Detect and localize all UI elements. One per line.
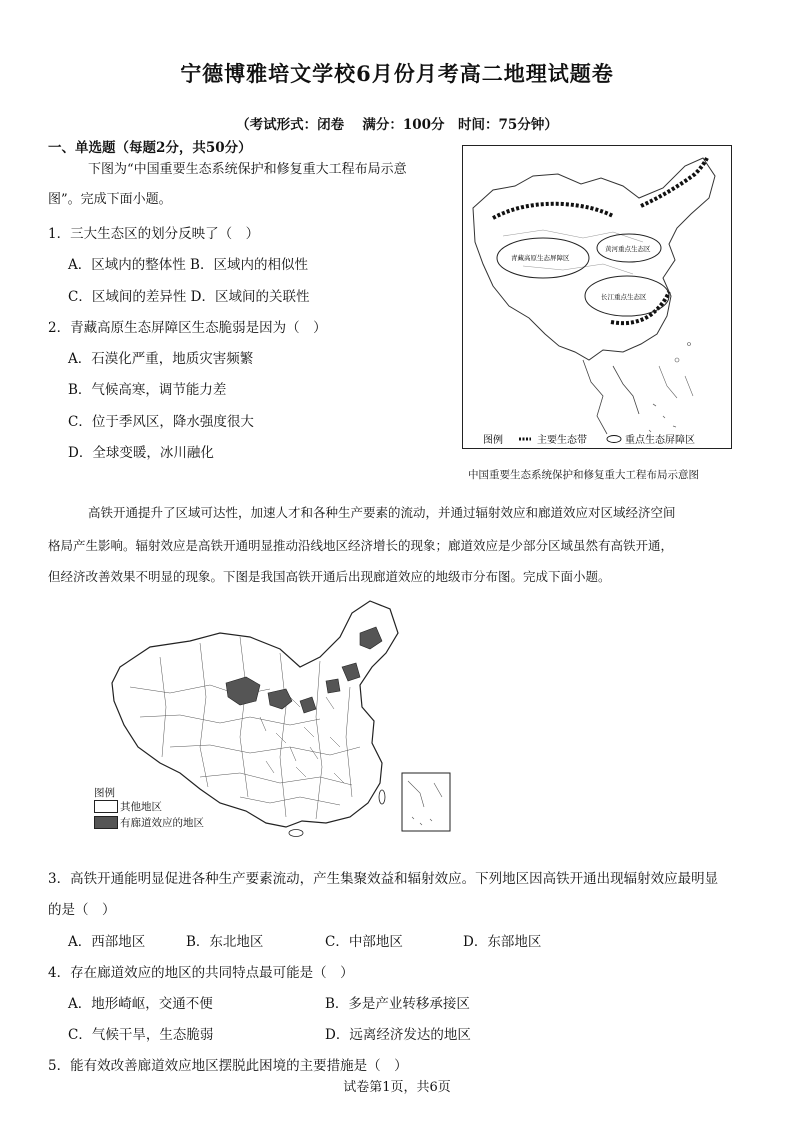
q5-stem: 5．能有效改善廊道效应地区摆脱此困境的主要措施是（ ） xyxy=(48,1058,408,1074)
map1-legend-barrier: 重点生态屏障区 xyxy=(625,435,695,446)
map2-legend-corridor: 有廊道效应的地区 xyxy=(120,817,204,829)
q4-option-b: B．多是产业转移承接区 xyxy=(325,996,470,1012)
passage2-line1: 高铁开通提升了区域可达性，加速人才和各种生产要素的流动，并通过辐射效应和廊道效应对区域经济空间 xyxy=(88,505,676,520)
passage2-line2: 格局产生影响。辐射效应是高铁开通明显推动沿线地区经济增长的现象；廊道效应是少部分区域虽然有高铁开通， xyxy=(48,538,674,553)
q1-options-ab: A．区域内的整体性 B．区域内的相似性 xyxy=(68,257,308,273)
legend-corridor-swatch xyxy=(94,816,118,829)
q2-option-d: D．全球变暖，冰川融化 xyxy=(68,445,214,461)
q3-stem-line1: 3．高铁开通能明显促进各种生产要素流动，产生集聚效益和辐射效应。下列地区因高铁开通出现辐射效应最明显 xyxy=(48,871,719,887)
q3-stem-line2: 的是（ ） xyxy=(48,902,116,918)
q2-option-b: B．气候高寒，调节能力差 xyxy=(68,382,227,398)
ecosystem-map-graphic xyxy=(463,146,731,448)
barrier-legend-swatch xyxy=(607,436,621,443)
q4-option-c: C．气候干旱，生态脆弱 xyxy=(68,1027,214,1043)
map2-legend-other: 其他地区 xyxy=(120,801,162,813)
legend-other-swatch xyxy=(94,800,118,813)
region-huanghe-label: 黄河重点生态区 xyxy=(605,245,651,253)
q3-option-b: B．东北地区 xyxy=(186,934,264,950)
q3-option-c: C．中部地区 xyxy=(325,934,403,950)
q4-option-a: A．地形崎岖，交通不便 xyxy=(68,996,213,1012)
map1-caption: 中国重要生态系统保护和修复重大工程布局示意图 xyxy=(468,469,699,481)
south-china-sea-inset xyxy=(402,773,450,831)
q2-option-c: C．位于季风区，降水强度很大 xyxy=(68,414,254,430)
q1-stem: 1．三大生态区的划分反映了（ ） xyxy=(48,226,260,242)
exam-info: （考试形式：闭卷 满分：100分 时间：75分钟） xyxy=(236,117,558,133)
region-changjiang-label: 长江重点生态区 xyxy=(601,293,647,301)
passage1-line2: 图”。完成下面小题。 xyxy=(48,192,172,207)
section-heading: 一、单选题（每题2分，共50分） xyxy=(48,140,252,156)
q3-option-a: A．西部地区 xyxy=(68,934,146,950)
ecosystem-map xyxy=(462,145,732,449)
q2-stem: 2．青藏高原生态屏障区生态脆弱是因为（ ） xyxy=(48,320,327,336)
region-qinghai-label: 青藏高原生态屏障区 xyxy=(511,254,570,262)
map1-legend-belt: 主要生态带 xyxy=(537,435,587,446)
q4-option-d: D．远离经济发达的地区 xyxy=(325,1027,471,1043)
map2-legend-title: 图例 xyxy=(94,787,115,799)
passage2-line3: 但经济改善效果不明显的现象。下图是我国高铁开通后出现廊道效应的地级市分布图。完成下面小题。 xyxy=(48,569,611,584)
passage1-line1: 下图为“中国重要生态系统保护和修复重大工程布局示意 xyxy=(88,162,407,177)
q1-options-cd: C．区域间的差异性 D．区域间的关联性 xyxy=(68,289,310,305)
page-footer: 试卷第1页，共6页 xyxy=(343,1080,451,1095)
page-title: 宁德博雅培文学校6月份月考高二地理试题卷 xyxy=(180,61,614,86)
q3-option-d: D．东部地区 xyxy=(463,934,542,950)
corridor-region xyxy=(326,679,340,693)
q2-option-a: A．石漠化严重，地质灾害频繁 xyxy=(68,351,254,367)
q4-stem: 4．存在廊道效应的地区的共同特点最可能是（ ） xyxy=(48,965,354,981)
map1-legend-title: 图例 xyxy=(483,435,503,446)
